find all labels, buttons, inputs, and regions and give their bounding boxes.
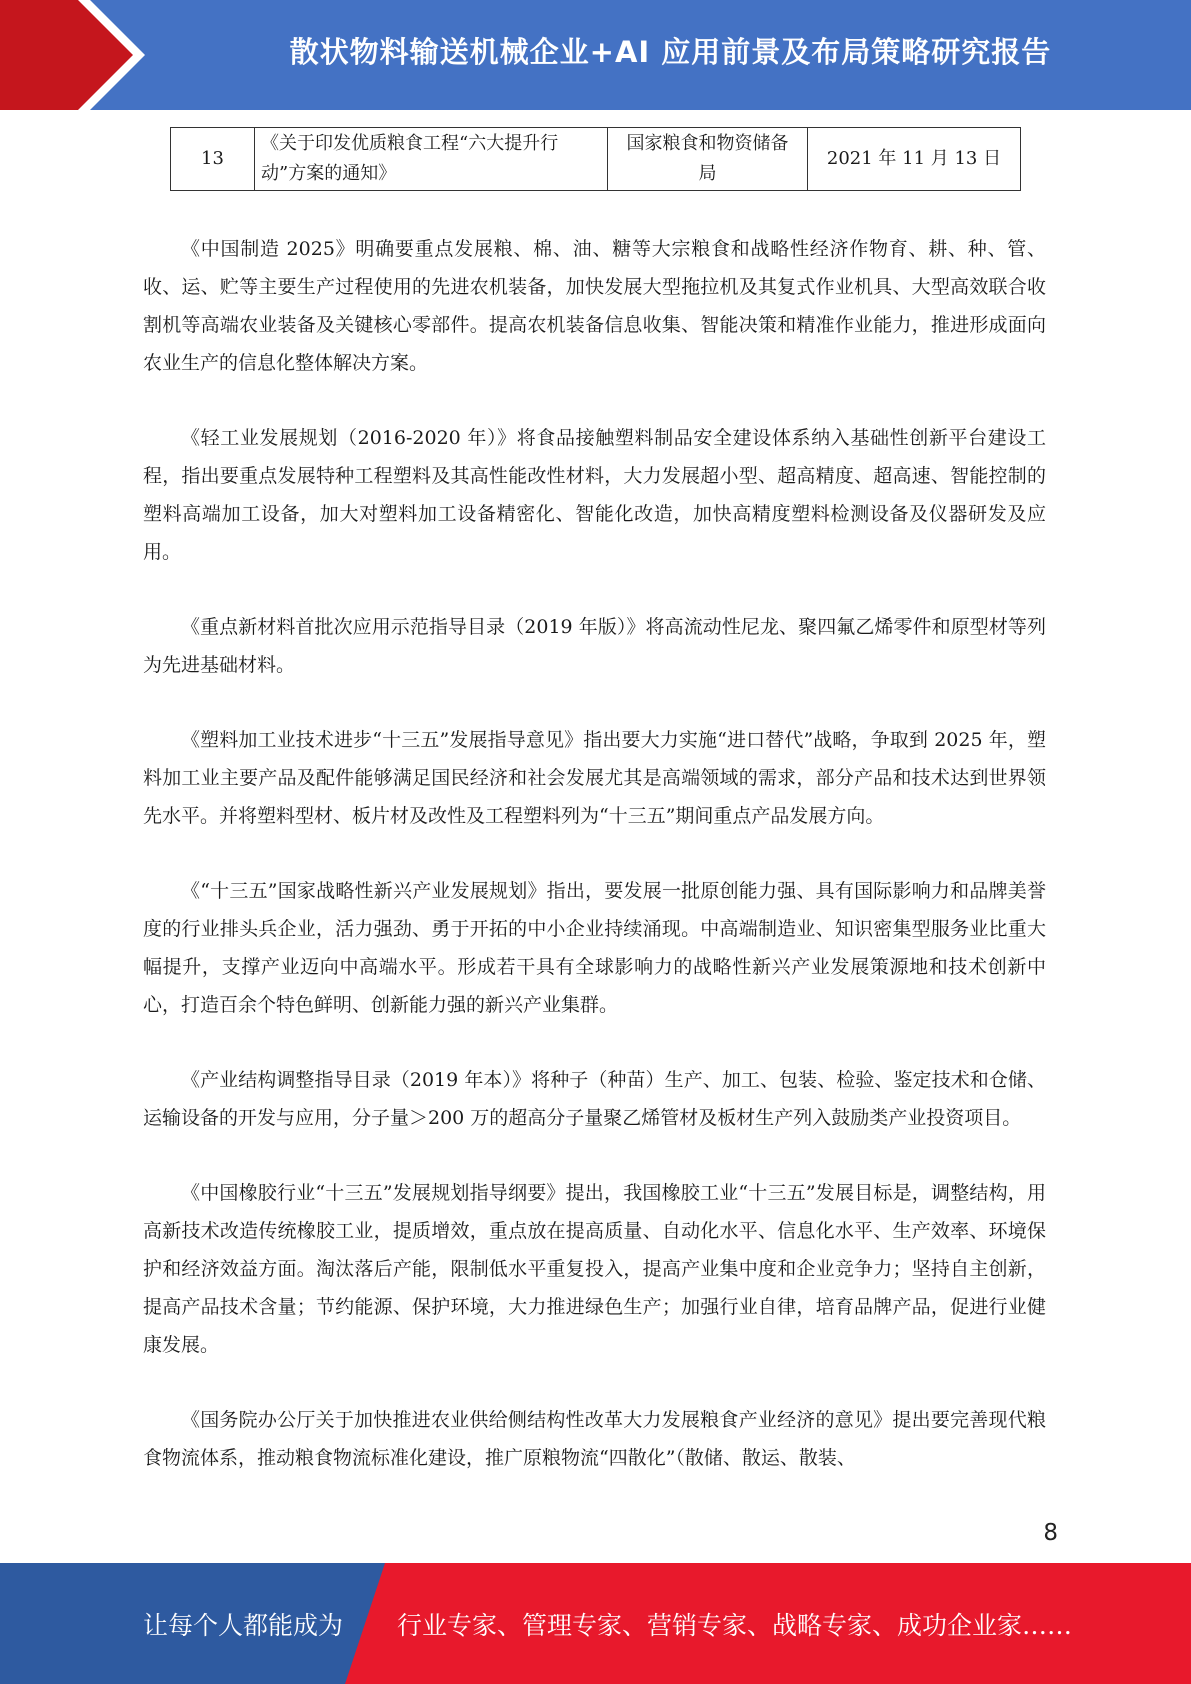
paragraph: 《国务院办公厅关于加快推进农业供给侧结构性改革大力发展粮食产业经济的意见》提出要完善现代粮食物流体系，推动粮食物流标准化建设，推广原粮物流“四散化”（散储、散运、散装、 — [143, 1409, 1046, 1469]
footer-slogan-left: 让每个人都能成为 — [143, 1610, 344, 1640]
paragraph: 《塑料加工业技术进步“十三五”发展指导意见》指出要大力实施“进口替代”战略，争取到 2025 年，塑料加工业主要产品及配件能够满足国民经济和社会发展尤其是高端领域的需求，部分产品和技术达到世界领先水平。并将塑料型材、板片材及改性及工程塑料列为“十三五”期间重点产品发展方向。 — [143, 729, 1046, 827]
body-content — [143, 230, 1046, 1514]
table-row — [171, 128, 1021, 191]
paragraph: 《产业结构调整指导目录（2019 年本）》将种子（种苗）生产、加工、包装、检验、鉴定技术和仓储、运输设备的开发与应用，分子量＞200 万的超高分子量聚乙烯管材及板材生产列入鼓励类产业投资项目。 — [143, 1069, 1046, 1129]
footer-banner — [0, 1563, 1191, 1684]
paragraph: 《中国橡胶行业“十三五”发展规划指导纲要》提出，我国橡胶工业“十三五”发展目标是，调整结构，用高新技术改造传统橡胶工业，提质增效，重点放在提高质量、自动化水平、信息化水平、生产效率、环境保护和经济效益方面。淘汰落后产能，限制低水平重复投入，提高产业集中度和企业竞争力；坚持自主创新，提高产品技术含量；节约能源、保护环境，大力推进绿色生产；加强行业自律，培育品牌产品，促进行业健康发展。 — [143, 1182, 1046, 1356]
policy-table — [170, 127, 1021, 191]
paragraph: 《中国制造 2025》明确要重点发展粮、棉、油、糖等大宗粮食和战略性经济作物育、耕、种、管、收、运、贮等主要生产过程使用的先进农机装备，加快发展大型拖拉机及其复式作业机具、大型高效联合收割机等高端农业装备及关键核心零部件。提高农机装备信息收集、智能决策和精准作业能力，推进形成面向农业生产的信息化整体解决方案。 — [143, 238, 1046, 374]
header-red-arrow — [0, 0, 150, 110]
row-number: 13 — [171, 128, 255, 191]
header-banner — [0, 0, 1191, 110]
report-title: 散状物料输送机械企业+AI 应用前景及布局策略研究报告 — [289, 34, 1052, 69]
paragraph: 《“十三五”国家战略性新兴产业发展规划》指出，要发展一批原创能力强、具有国际影响力和品牌美誉度的行业排头兵企业，活力强劲、勇于开拓的中小企业持续涌现。中高端制造业、知识密集型服务业比重大幅提升，支撑产业迈向中高端水平。形成若干具有全球影响力的战略性新兴产业发展策源地和技术创新中心，打造百余个特色鲜明、创新能力强的新兴产业集群。 — [143, 880, 1046, 1016]
footer-slogan-right: 行业专家、管理专家、营销专家、战略专家、成功企业家…… — [397, 1610, 1073, 1640]
page-number: 8 — [1043, 1520, 1058, 1546]
issue-date: 2021 年 11 月 13 日 — [808, 128, 1021, 191]
paragraph: 《重点新材料首批次应用示范指导目录（2019 年版）》将高流动性尼龙、聚四氟乙烯零件和原型材等列为先进基础材料。 — [143, 616, 1046, 676]
issuing-org: 国家粮食和物资储备局 — [608, 128, 808, 191]
policy-name: 《关于印发优质粮食工程“六大提升行动”方案的通知》 — [255, 128, 608, 191]
paragraph: 《轻工业发展规划（2016-2020 年）》将食品接触塑料制品安全建设体系纳入基础性创新平台建设工程，指出要重点发展特种工程塑料及其高性能改性材料，大力发展超小型、超高精度、超高速、智能控制的塑料高端加工设备，加大对塑料加工设备精密化、智能化改造，加快高精度塑料检测设备及仪器研发及应用。 — [143, 427, 1046, 563]
